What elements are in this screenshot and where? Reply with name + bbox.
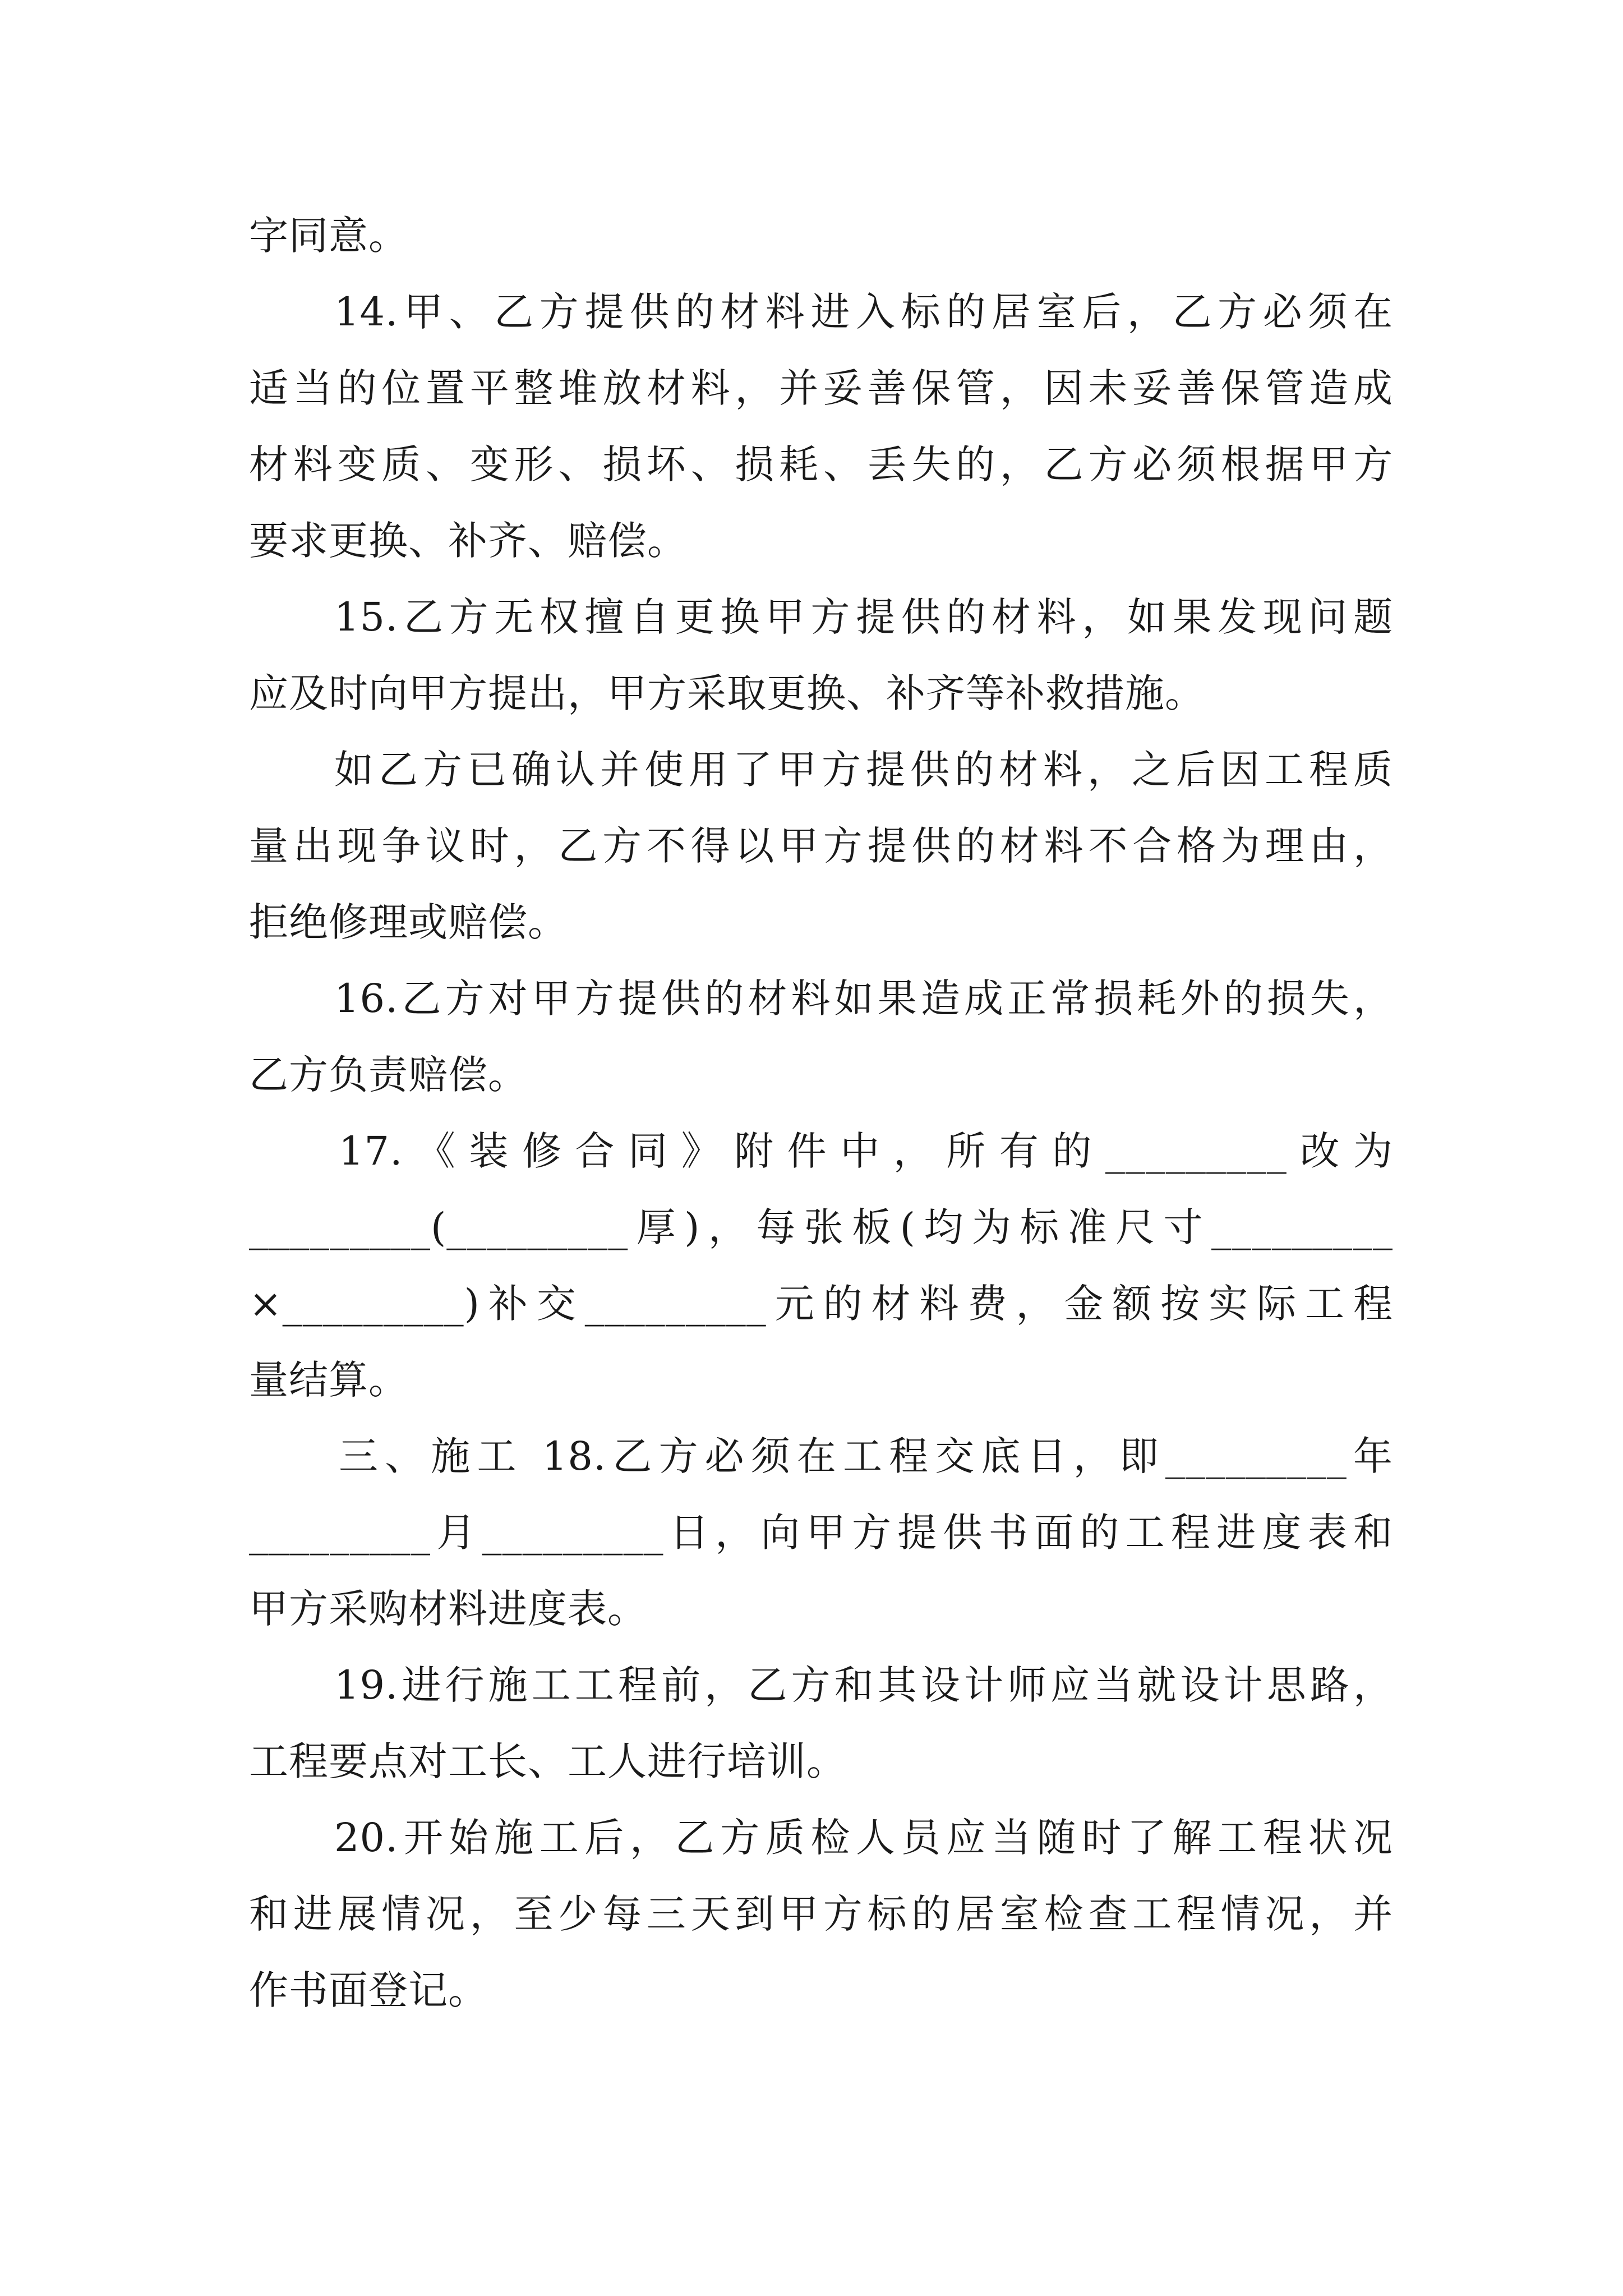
clause-15-line: 15.乙方无权擅自更换甲方提供的材料，如果发现问题 bbox=[334, 594, 1393, 640]
document-body bbox=[249, 197, 1393, 2028]
clause-19-line: 19.进行施工工程前，乙方和其设计师应当就设计思路， bbox=[334, 1662, 1393, 1708]
text-line: ×_________)补交_________元的材料费，金额按实际工程 bbox=[249, 1281, 1393, 1327]
text-line: 应及时向甲方提出，甲方采取更换、补齐等补救措施。 bbox=[249, 670, 1205, 716]
clause-16-line: 16.乙方对甲方提供的材料如果造成正常损耗外的损失， bbox=[334, 976, 1393, 1022]
text-line: 和进展情况，至少每三天到甲方标的居室检查工程情况，并 bbox=[249, 1891, 1393, 1937]
paragraph-line: 如乙方已确认并使用了甲方提供的材料，之后因工程质 bbox=[334, 747, 1393, 793]
text-line: 字同意。 bbox=[249, 213, 408, 259]
text-line: 作书面登记。 bbox=[249, 1967, 488, 2013]
clause-17-line: 17.《装修合同》附件中，所有的_________改为 bbox=[339, 1128, 1393, 1174]
clause-20-line: 20.开始施工后，乙方质检人员应当随时了解工程状况 bbox=[334, 1815, 1393, 1861]
text-line: 量出现争议时，乙方不得以甲方提供的材料不合格为理由， bbox=[249, 823, 1393, 869]
text-line: _________(_________厚)，每张板(均为标准尺寸_________ bbox=[249, 1204, 1393, 1250]
text-line: 乙方负责赔偿。 bbox=[249, 1052, 528, 1098]
text-line: 适当的位置平整堆放材料，并妥善保管，因未妥善保管造成 bbox=[249, 365, 1393, 411]
text-line: 工程要点对工长、工人进行培训。 bbox=[249, 1738, 846, 1784]
text-line: 量结算。 bbox=[249, 1357, 408, 1403]
text-line: _________月_________日，向甲方提供书面的工程进度表和 bbox=[249, 1510, 1393, 1556]
text-line: 材料变质、变形、损坏、损耗、丢失的，乙方必须根据甲方 bbox=[249, 441, 1393, 487]
text-line: 甲方采购材料进度表。 bbox=[249, 1586, 647, 1632]
text-line: 要求更换、补齐、赔偿。 bbox=[249, 518, 687, 564]
clause-14-line: 14.甲、乙方提供的材料进入标的居室后，乙方必须在 bbox=[334, 289, 1393, 335]
text-line: 拒绝修理或赔偿。 bbox=[249, 899, 568, 945]
section-3-clause-18-line: 三、施工 18.乙方必须在工程交底日，即_________年 bbox=[339, 1433, 1393, 1479]
